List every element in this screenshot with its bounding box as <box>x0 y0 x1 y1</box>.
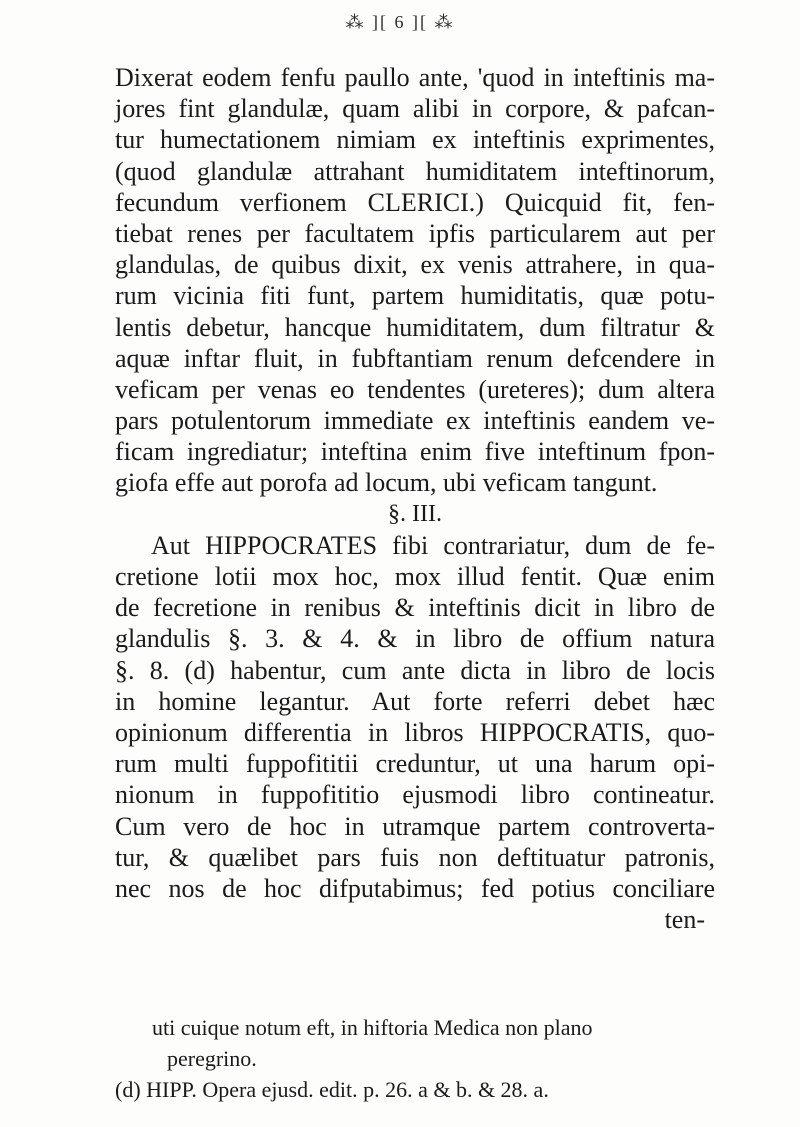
footnotes-block <box>115 1012 715 1105</box>
text-line: pars potulentorum immediate ex inteftinis eandem ve- <box>115 406 715 436</box>
text-line: de fecretione in renibus & inteftinis dicit in libro de <box>115 593 715 623</box>
text-line: fecundum verfionem CLERICI.) Quicquid fit, fen- <box>115 187 715 217</box>
text-line: rum vicinia fiti funt, partem humiditatis, quæ potu- <box>115 281 715 311</box>
text-line: giofa effe aut porofa ad locum, ubi veficam tangunt. <box>115 468 658 498</box>
main-text-block <box>115 62 715 935</box>
text-line: nionum in fuppofititio ejusmodi libro contineatur. <box>115 780 715 810</box>
text-line: aquæ inftar fluit, in fubftantiam renum defcendere in <box>115 343 715 373</box>
catchword: ten- <box>664 905 705 935</box>
text-line: (quod glandulæ attrahant humiditatem inteftinorum, <box>115 156 715 186</box>
text-line: opinionum differentia in libros HIPPOCRATIS, quo- <box>115 717 715 747</box>
page-header-ornament: ⁂ ][ 6 ][ ⁂ <box>345 12 455 32</box>
footnote-line: (d) HIPP. Opera ejusd. edit. p. 26. a & b. & 28. a. <box>115 1077 549 1102</box>
text-line: tur, & quælibet pars fuis non deftituatur patronis, <box>115 842 715 872</box>
text-line: lentis debetur, hancque humiditatem, dum filtratur & <box>115 312 715 342</box>
text-line: Dixerat eodem fenfu paullo ante, 'quod in inteftinis ma- <box>115 63 715 92</box>
text-line: in homine legantur. Aut forte referri debet hæc <box>115 686 715 716</box>
text-line: §. 8. (d) habentur, cum ante dicta in libro de locis <box>115 655 715 685</box>
footnote-line: uti cuique notum eft, in hiftoria Medica non plano <box>152 1015 593 1040</box>
text-line: Cum vero de hoc in utramque partem controverta- <box>115 811 715 841</box>
text-line: glandulis §. 3. & 4. & in libro de offium natura <box>115 624 715 654</box>
text-line: tur humectationem nimiam ex inteftinis exprimentes, <box>115 125 715 155</box>
text-line: ficam ingrediatur; inteftina enim five inteftinum fpon- <box>115 437 715 467</box>
text-line: veficam per venas eo tendentes (ureteres); dum altera <box>115 374 715 404</box>
text-line: rum multi fuppofititii creduntur, ut una harum opi- <box>115 749 715 779</box>
footnote-line: peregrino. <box>167 1046 257 1071</box>
text-line: jores fint glandulæ, quam alibi in corpore, & pafcan- <box>115 94 715 124</box>
text-line: Aut HIPPOCRATES fibi contrariatur, dum de fe- <box>151 530 715 560</box>
text-line: glandulas, de quibus dixit, ex venis attrahere, in qua- <box>115 250 715 280</box>
text-line: tiebat renes per facultatem ipfis particularem aut per <box>115 218 715 248</box>
text-line: cretione lotii mox hoc, mox illud fentit. Quæ enim <box>115 562 715 591</box>
text-line: nec nos de hoc difputabimus; fed potius conciliare <box>115 873 715 903</box>
section-heading: §. III. <box>388 500 442 527</box>
